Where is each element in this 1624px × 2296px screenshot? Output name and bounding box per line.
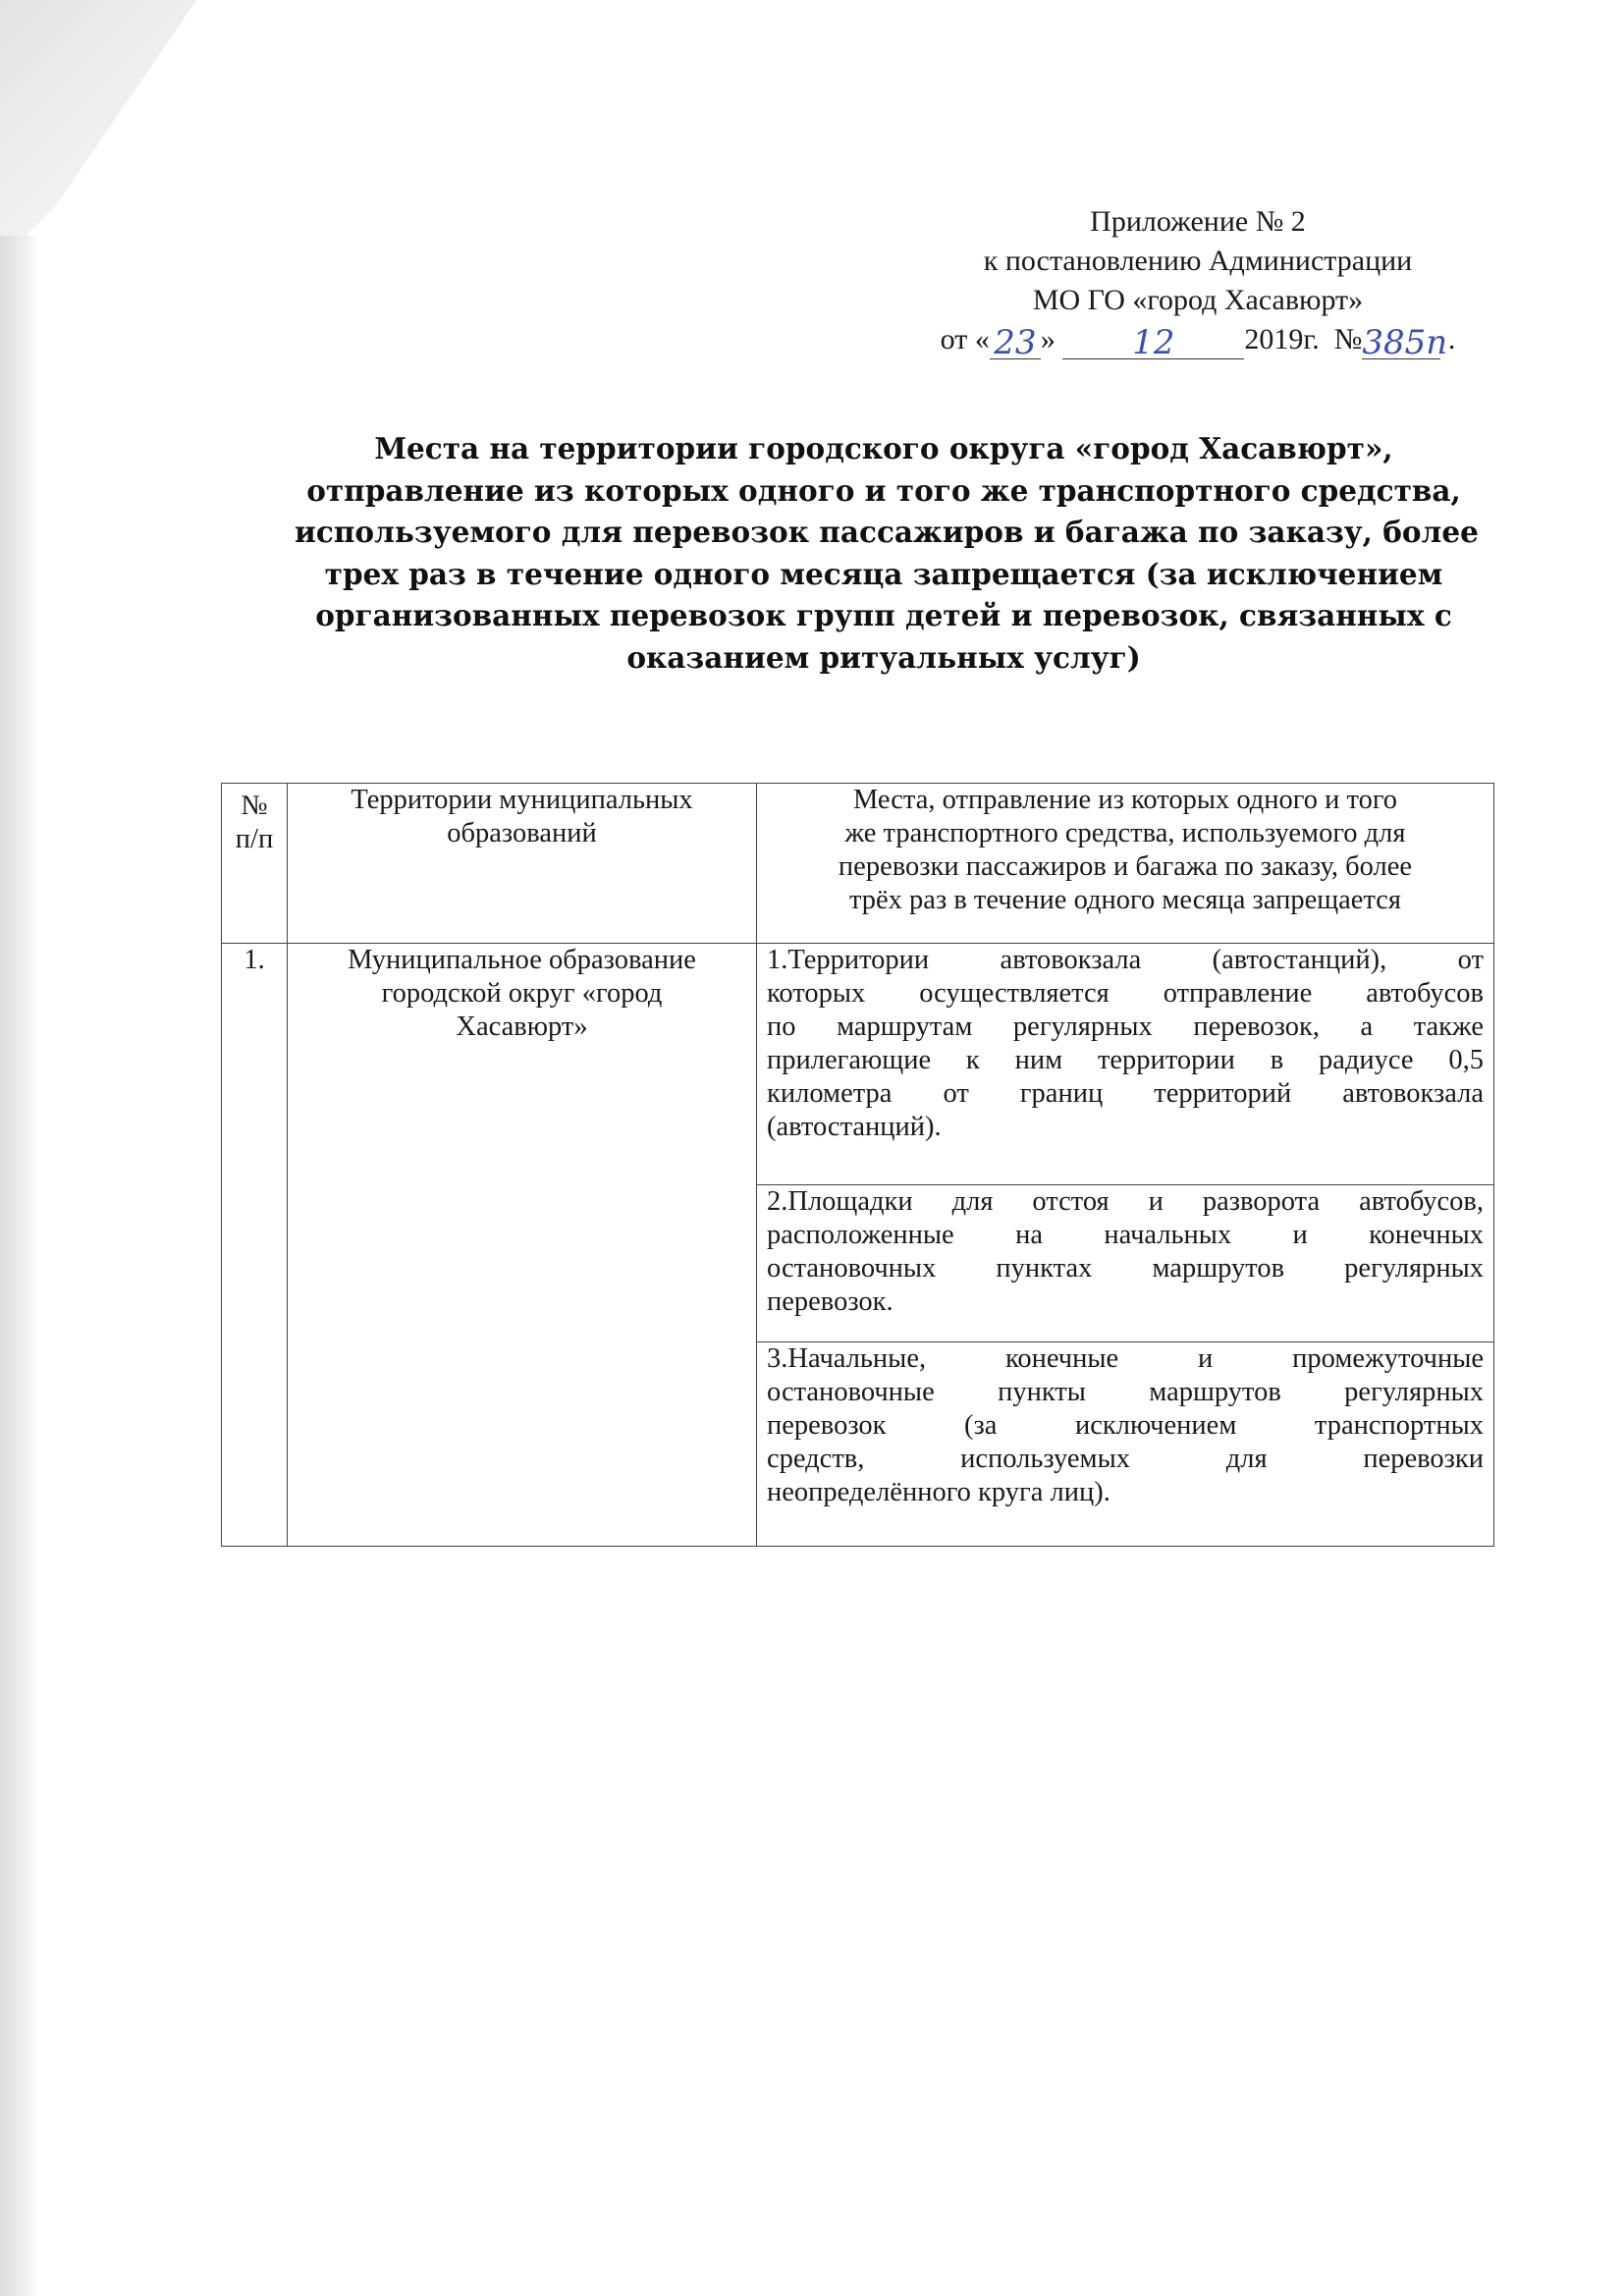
approval-date-line <box>864 320 1532 362</box>
approval-reference: к постановлению Администрации <box>983 245 1413 277</box>
scan-edge-shadow <box>0 0 39 2296</box>
date-day-field <box>990 323 1041 362</box>
place-line: перевозок (за исключением транспортных <box>767 1410 1484 1441</box>
header-territory-line: Территории муниципальных <box>351 785 693 815</box>
title-line: организованных перевозок групп детей и перевозок, связанных с <box>315 598 1452 632</box>
header-territory <box>288 784 757 944</box>
title-line: используемого для перевозок пассажиров и багажа по заказу, более <box>295 515 1479 549</box>
appendix-number: Приложение № 2 <box>1090 205 1306 238</box>
approval-block <box>864 202 1532 362</box>
table-header-row <box>222 784 1494 944</box>
row-number: 1. <box>222 944 288 1547</box>
header-territory-line: образований <box>447 818 597 848</box>
place-line: 2.Площадки для отстоя и разворота автобусов, <box>767 1186 1484 1217</box>
places-table <box>221 783 1494 1547</box>
territory-line: Муниципальное образование <box>348 945 696 975</box>
place-line: остановочные пункты маршрутов регулярных <box>767 1377 1484 1407</box>
header-places-line: трёх раз в течение одного месяца запрещается <box>848 885 1402 915</box>
row-territory <box>288 944 757 1547</box>
date-prefix: от « <box>940 323 990 355</box>
trailing-dot: . <box>1447 323 1456 355</box>
header-places-line: Места, отправление из которых одного и того <box>852 785 1398 815</box>
place-line: перевозок. <box>767 1286 893 1317</box>
header-number-sign: № <box>241 791 268 821</box>
document-title <box>295 428 1479 679</box>
territory-line: городской округ «город <box>381 978 663 1009</box>
place-line: расположенные на начальных и конечных <box>767 1220 1484 1250</box>
date-day-handwritten: 23 <box>994 323 1037 362</box>
place-line: 1.Территории автовокзала (автостанций), от <box>767 945 1484 975</box>
place-line: которых осуществляется отправление автобусов <box>767 978 1484 1009</box>
approval-authority: МО ГО «город Хасавюрт» <box>1032 284 1364 316</box>
header-number <box>222 784 288 944</box>
date-mid: » <box>1040 323 1056 355</box>
place-line: неопределённого круга лиц). <box>767 1477 1110 1507</box>
title-line: оказанием ритуальных услуг) <box>626 639 1141 675</box>
header-places-line: же транспортного средства, используемого для <box>844 818 1406 848</box>
title-line: отправление из которых одного и того же транспортного средства, <box>306 472 1461 508</box>
place-line: остановочных пунктах маршрутов регулярных <box>767 1253 1484 1284</box>
place-line: по маршрутам регулярных перевозок, а также <box>767 1011 1484 1042</box>
date-month-handwritten: 12 <box>1132 323 1175 362</box>
header-places-line: перевозки пассажиров и багажа по заказу, более <box>838 851 1413 882</box>
scan-folded-corner <box>0 0 196 236</box>
header-number-pp: п/п <box>235 824 274 854</box>
place-line: прилегающие к ним территории в радиусе 0,5 <box>767 1045 1484 1075</box>
territory-line: Хасавюрт» <box>456 1011 588 1042</box>
title-line: Места на территории городского округа «город Хасавюрт», <box>374 431 1393 465</box>
header-places <box>757 784 1494 944</box>
place-line: 3.Начальные, конечные и промежуточные <box>767 1343 1484 1374</box>
number-handwritten: 385п <box>1362 323 1448 362</box>
place-item-3 <box>757 1342 1494 1547</box>
date-month-field <box>1062 323 1244 362</box>
table-row <box>222 944 1494 1185</box>
place-line: средств, используемых для перевозки <box>767 1444 1484 1474</box>
number-field <box>1362 323 1448 362</box>
title-line: трех раз в течение одного месяца запрещается (за исключением <box>324 556 1443 591</box>
place-line: километра от границ территорий автовокзала <box>767 1078 1484 1109</box>
number-prefix: № <box>1333 323 1363 355</box>
place-item-1 <box>757 944 1494 1185</box>
date-year: 2019г. <box>1244 323 1320 355</box>
place-line: (автостанций). <box>767 1112 942 1142</box>
place-item-2 <box>757 1185 1494 1342</box>
